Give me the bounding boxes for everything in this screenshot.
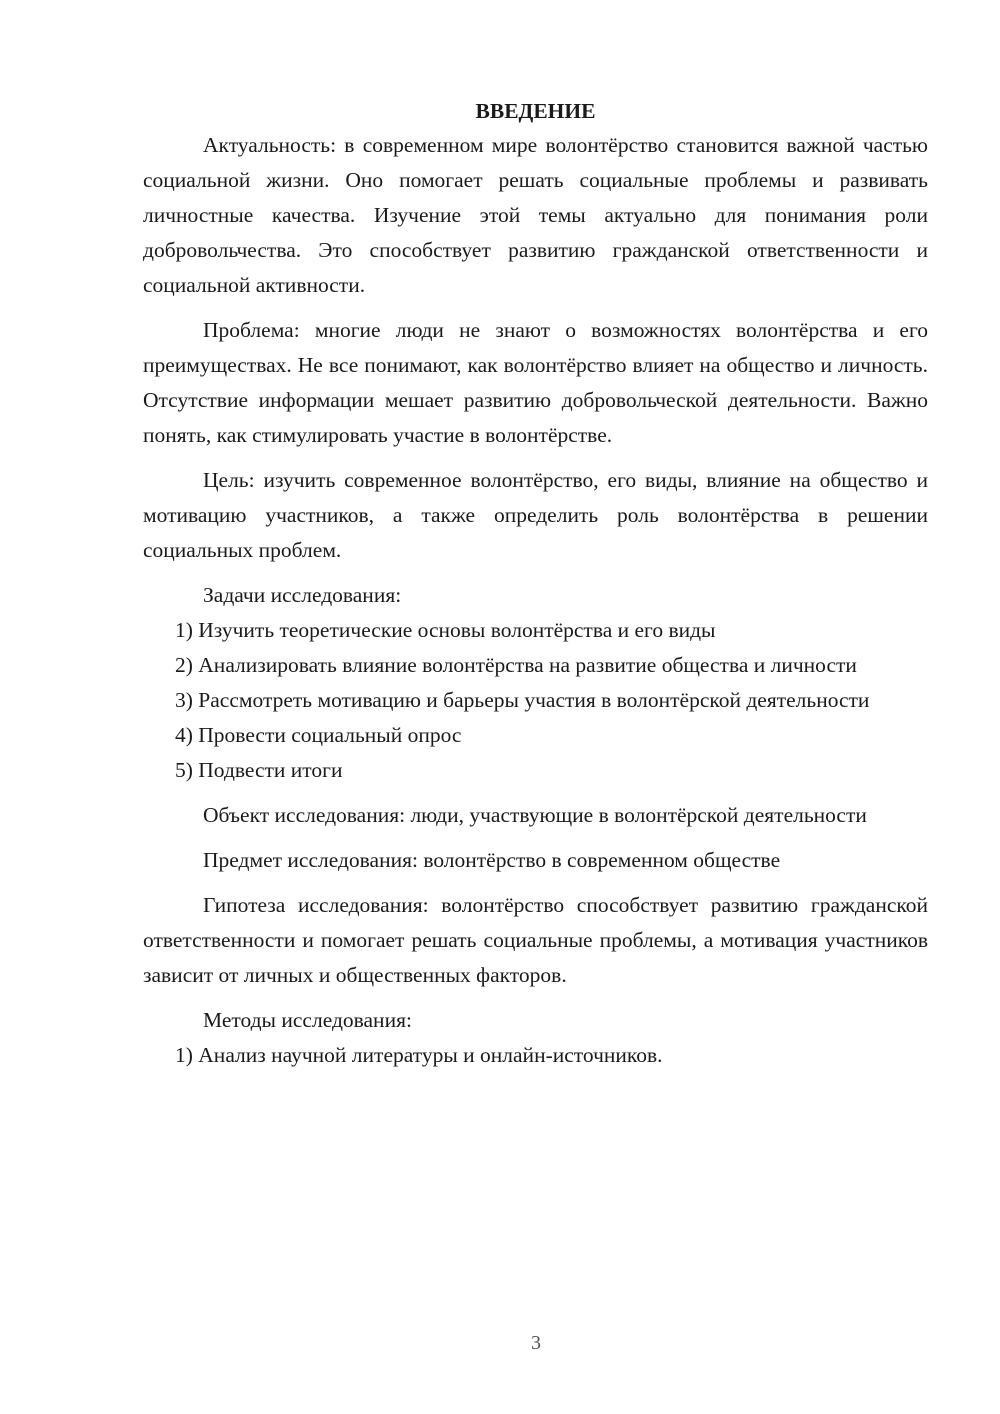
task-item-2: 2) Анализировать влияние волонтёрства на развитие общества и личности bbox=[175, 653, 857, 677]
task-item-4: 4) Провести социальный опрос bbox=[175, 723, 462, 747]
page-number: 3 bbox=[531, 1332, 541, 1354]
task-item-5: 5) Подвести итоги bbox=[175, 758, 343, 782]
paragraph-relevance: Актуальность: в современном мире волонтёрство становится важной частью социальной жизни. Оно помогает решать социальные проблемы и развивать личностные качества. Изучение этой темы актуально для понимания роли добровольчества. Это способствует развитию гражданской ответственности и социальной активности. bbox=[143, 133, 928, 297]
method-item-1: 1) Анализ научной литературы и онлайн-источников. bbox=[175, 1043, 663, 1067]
paragraph-goal: Цель: изучить современное волонтёрство, его виды, влияние на общество и мотивацию участников, а также определить роль волонтёрства в решении социальных проблем. bbox=[143, 468, 928, 562]
task-item-3: 3) Рассмотреть мотивацию и барьеры участия в волонтёрской деятельности bbox=[175, 688, 870, 712]
methods-heading: Методы исследования: bbox=[203, 1008, 412, 1032]
paragraph-subject: Предмет исследования: волонтёрство в современном обществе bbox=[203, 848, 781, 872]
task-item-1: 1) Изучить теоретические основы волонтёрства и его виды bbox=[175, 618, 716, 642]
tasks-heading: Задачи исследования: bbox=[203, 583, 402, 607]
page-content bbox=[143, 94, 928, 1073]
paragraph-hypothesis: Гипотеза исследования: волонтёрство способствует развитию гражданской ответственности и помогает решать социальные проблемы, а мотивация участников зависит от личных и общественных факторов. bbox=[143, 893, 928, 987]
paragraph-object: Объект исследования: люди, участвующие в волонтёрской деятельности bbox=[203, 803, 867, 827]
section-title: ВВЕДЕНИЕ bbox=[475, 99, 596, 123]
paragraph-problem: Проблема: многие люди не знают о возможностях волонтёрства и его преимуществах. Не все понимают, как волонтёрство влияет на общество и личность. Отсутствие информации мешает развитию добровольческой деятельности. Важно понять, как стимулировать участие в волонтёрстве. bbox=[143, 318, 928, 447]
